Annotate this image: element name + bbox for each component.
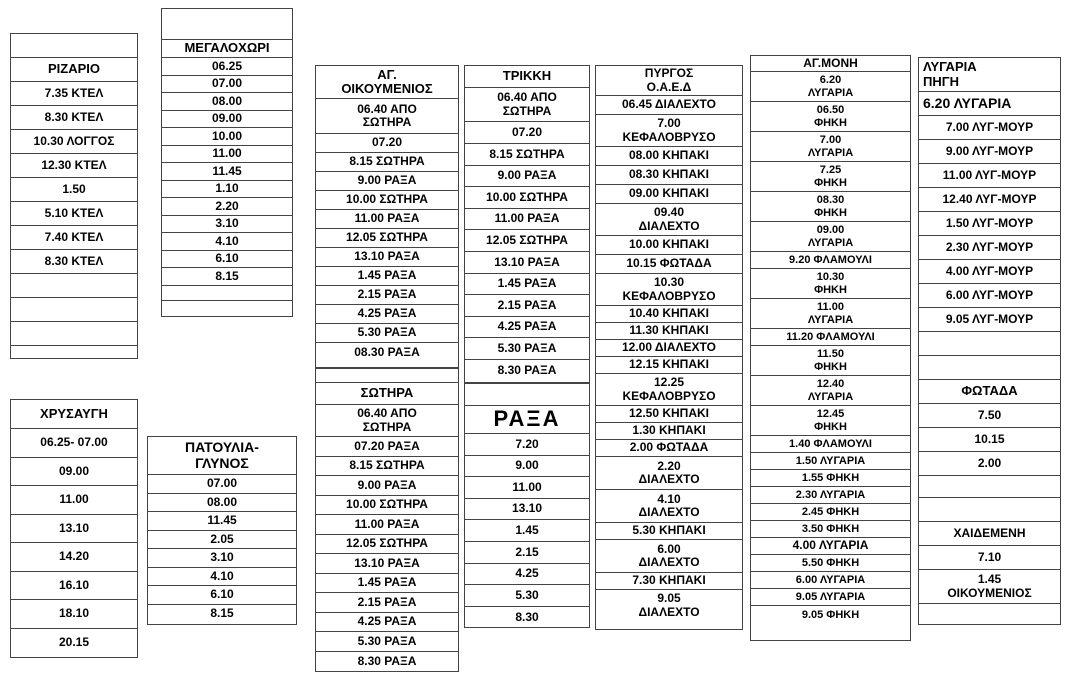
time-row: 9.00 ΡΑΞΑ [316,476,458,496]
first-departure: 6.20 ΛΥΓΑΡΙΑ [919,92,1060,116]
time-row: 07.20 ΡΑΞΑ [316,437,458,457]
time-row: 07.00 [162,76,292,94]
time-row: 9.20 ΦΛΑΜΟΥΛΙ [751,252,910,269]
time-row: 1.50 [11,178,137,202]
time-row: 1.30 ΚΗΠΑΚΙ [596,423,742,440]
time-row: 8.30 ΡΑΞΑ [497,363,557,378]
blank-row [11,346,137,360]
time-row: 2.05 [148,531,296,550]
time-row: 13.10 [11,515,137,544]
table-patoulia [147,436,297,625]
time-row: 7.25 ΦΗΚΗ [751,162,910,192]
blank-row [11,34,137,58]
time-row: 4.25 ΡΑΞΑ [316,305,458,324]
time-row: 16.10 [11,572,137,601]
time-row: 12.40 ΛΥΓ-ΜΟΥΡ [919,188,1060,212]
blank-row [919,476,1060,498]
time-row: 2.15 [465,542,589,564]
time-row: 11.00 [162,146,292,164]
time-row: 8.30 ΡΑΞΑ [357,653,417,668]
time-row: 7.40 ΚΤΕΛ [11,226,137,250]
time-row: 9.00 ΡΑΞΑ [316,172,458,191]
time-row: 10.00 ΣΩΤΗΡΑ [316,191,458,210]
blank-row [11,274,137,298]
time-row: 8.15 [162,268,292,286]
table-xrysaygi [10,399,138,658]
table-sotira [315,368,459,672]
time-row: 11.45 [148,512,296,531]
time-row: 13.10 [465,499,589,521]
time-row: 2.00 [919,452,1060,476]
time-row: 09.00 [11,458,137,487]
time-row: 07.20 [465,122,589,144]
time-row: 11.20 ΦΛΑΜΟΥΛΙ [751,329,910,346]
table-title: ΑΓ. ΟΙΚΟΥΜΕΝΙΟΣ [316,66,458,99]
time-row: 09.40 ΔΙΑΛΕΧΤΟ [596,204,742,236]
blank-row [919,604,1060,622]
time-row: 8.15 ΣΩΤΗΡΑ [316,457,458,477]
time-row: 1.50 ΛΥΓΑΡΙΑ [751,453,910,470]
time-row: 2.20 ΔΙΑΛΕΧΤΟ [596,457,742,490]
table-trikki [464,65,590,383]
time-row: 06.25- 07.00 [11,429,137,458]
blank-row [316,369,458,383]
table-pyrgos [595,65,743,630]
blank-row [11,298,137,322]
time-row: 08.30 ΡΑΞΑ [354,345,420,360]
time-row: 7.00 ΛΥΓ-ΜΟΥΡ [919,116,1060,140]
time-row: 09.00 [162,111,292,129]
blank-row [162,301,292,318]
time-row: 11.00 ΡΑΞΑ [465,209,589,231]
table-title: ΑΓ.ΜΟΝΗ [751,56,910,72]
table-title: ΛΥΓΑΡΙΑ ΠΗΓΗ [919,58,1060,92]
table-title: ΧΡΥΣΑΥΓΗ [11,400,137,429]
table-title: ΠΑΤΟΥΛΙΑ- ΓΛΥΝΟΣ [148,437,296,475]
time-row: 9.00 [465,456,589,478]
table-lygaria [918,57,1061,625]
time-row: 4.00 ΛΥΓΑΡΙΑ [751,538,910,555]
time-row: 12.05 ΣΩΤΗΡΑ [316,229,458,248]
time-row: 5.10 ΚΤΕΛ [11,202,137,226]
time-row: 5.30 ΡΑΞΑ [465,338,589,360]
time-row: 4.10 [148,568,296,587]
table-title: ΜΕΓΑΛΟΧΩΡΙ [162,40,292,58]
time-row: 11.00 ΡΑΞΑ [316,515,458,535]
time-row: 12.45 ΦΗΚΗ [751,406,910,436]
time-row: 8.30 [515,609,539,624]
time-row: 11.45 [162,163,292,181]
time-row: 7.20 [465,434,589,456]
time-row: 06.50 ΦΗΚΗ [751,102,910,132]
time-row: 1.55 ΦΗΚΗ [751,470,910,487]
time-row: 4.25 [465,564,589,586]
time-row: 1.45 ΡΑΞΑ [465,274,589,296]
time-row: 09.00 ΛΥΓΑΡΙΑ [751,222,910,252]
time-row: 9.05 ΛΥΓ-ΜΟΥΡ [919,308,1060,332]
time-row: 08.30 ΚΗΠΑΚΙ [596,166,742,185]
time-row: 2.15 ΡΑΞΑ [465,295,589,317]
time-row: 08.00 [148,494,296,513]
table-raxa [464,383,590,628]
time-row: 12.30 ΚΤΕΛ [11,154,137,178]
time-row: 1.45 [465,520,589,542]
time-row: 2.45 ΦΗΚΗ [751,504,910,521]
time-row: 11.00 [11,486,137,515]
time-row: 5.50 ΦΗΚΗ [751,555,910,572]
time-row: 10.00 ΣΩΤΗΡΑ [316,496,458,516]
time-row: 10.00 ΣΩΤΗΡΑ [465,187,589,209]
time-row: 6.20 ΛΥΓΑΡΙΑ [751,72,910,102]
time-row: 2.15 ΡΑΞΑ [316,286,458,305]
time-row: 11.00 [465,477,589,499]
time-row: 10.15 ΦΩΤΑΔΑ [596,255,742,274]
time-row: 13.10 ΡΑΞΑ [316,554,458,574]
table-title: ΣΩΤΗΡΑ [316,383,458,405]
time-row: 7.00 ΛΥΓΑΡΙΑ [751,132,910,162]
table-ag-oikoumenios [315,65,459,368]
time-row: 6.00 ΛΥΓ-ΜΟΥΡ [919,284,1060,308]
time-row: 9.00 ΡΑΞΑ [465,166,589,188]
time-row: 10.00 [162,128,292,146]
time-row: 13.10 ΡΑΞΑ [465,252,589,274]
time-row: 11.00 ΛΥΓ-ΜΟΥΡ [919,164,1060,188]
time-row: 12.50 ΚΗΠΑΚΙ [596,406,742,423]
time-row: 4.25 ΡΑΞΑ [465,317,589,339]
time-row: 12.25 ΚΕΦΑΛΟΒΡΥΣΟ [596,374,742,406]
time-row: 12.05 ΣΩΤΗΡΑ [465,230,589,252]
time-row: 07.20 [316,134,458,153]
time-row: 08.30 ΦΗΚΗ [751,192,910,222]
time-row: 10.30 ΛΟΓΓΟΣ [11,130,137,154]
time-row: 07.00 [148,475,296,494]
time-row: 6.10 [148,586,296,605]
time-row: 06.40 ΑΠΟ ΣΩΤΗΡΑ [316,99,458,134]
time-row: 09.00 ΚΗΠΑΚΙ [596,185,742,204]
time-row: 11.00 ΛΥΓΑΡΙΑ [751,299,910,329]
time-row: 12.05 ΣΩΤΗΡΑ [316,535,458,555]
time-row: 06.45 ΔΙΑΛΕΧΤΟ [596,96,742,115]
time-row: 1.10 [162,181,292,199]
table-title: ΤΡΙΚΚΗ [465,66,589,88]
blank-row [162,286,292,301]
time-row: 5.30 ΡΑΞΑ [316,324,458,343]
time-row: 4.00 ΛΥΓ-ΜΟΥΡ [919,260,1060,284]
time-row: 11.00 ΡΑΞΑ [316,210,458,229]
time-row: 2.20 [162,198,292,216]
blank-row [11,322,137,346]
time-row: 1.50 ΛΥΓ-ΜΟΥΡ [919,212,1060,236]
table-rizario [10,33,138,359]
time-row: 18.10 [11,600,137,629]
time-row: 8.30 ΚΤΕΛ [11,106,137,130]
time-row: 3.10 [148,549,296,568]
time-row: 10.00 ΚΗΠΑΚΙ [596,236,742,255]
time-row: 5.30 [465,585,589,607]
time-row: 10.15 [919,428,1060,452]
time-row: 06.40 ΑΠΟ ΣΩΤΗΡΑ [316,405,458,437]
time-row: 12.00 ΔΙΑΛΕΧΤΟ [596,340,742,357]
time-row: 5.30 ΡΑΞΑ [316,632,458,652]
time-row: 3.10 [162,216,292,234]
time-row: 2.15 ΡΑΞΑ [316,593,458,613]
blank-row [919,498,1060,522]
time-row: 06.40 ΑΠΟ ΣΩΤΗΡΑ [465,88,589,122]
time-row: 6.10 [162,251,292,269]
time-row: 5.30 ΚΗΠΑΚΙ [596,523,742,540]
time-row: 1.45 ΡΑΞΑ [316,574,458,594]
time-row: 7.30 ΚΗΠΑΚΙ [596,573,742,590]
time-row: 20.15 [58,635,90,650]
blank-row [465,384,589,406]
time-row: 8.15 [210,606,234,621]
table-ag-moni [750,55,911,641]
time-row: 06.25 [162,58,292,76]
time-row: 6.00 ΔΙΑΛΕΧΤΟ [596,540,742,573]
table-megaloxori [161,8,293,317]
time-row: 12.15 ΚΗΠΑΚΙ [596,357,742,374]
xaidemeni-title: ΧΑΙΔΕΜΕΝΗ [919,522,1060,546]
time-row: 7.00 ΚΕΦΑΛΟΒΡΥΣΟ [596,115,742,147]
time-row: 9.05 ΛΥΓΑΡΙΑ [751,589,910,606]
time-row: 11.50 ΦΗΚΗ [751,346,910,376]
time-row: 1.45 ΟΙΚΟΥΜΕΝΙΟΣ [919,570,1060,604]
time-row: 2.30 ΛΥΓ-ΜΟΥΡ [919,236,1060,260]
table-title: ΡΑΞΑ [465,406,589,434]
time-row: 11.30 ΚΗΠΑΚΙ [596,323,742,340]
time-row: 13.10 ΡΑΞΑ [316,248,458,267]
time-row: 08.00 [162,93,292,111]
time-row: 1.45 ΡΑΞΑ [316,267,458,286]
time-row: 10.30 ΚΕΦΑΛΟΒΡΥΣΟ [596,274,742,306]
time-row: 08.00 ΚΗΠΑΚΙ [596,147,742,166]
time-row: 10.30 ΦΗΚΗ [751,269,910,299]
blank-row [919,332,1060,356]
time-row: 3.50 ΦΗΚΗ [751,521,910,538]
time-row: 9.00 ΛΥΓ-ΜΟΥΡ [919,140,1060,164]
time-row: 4.10 [162,233,292,251]
time-row: 4.10 ΔΙΑΛΕΧΤΟ [596,490,742,523]
table-title: ΡΙΖΑΡΙΟ [11,58,137,82]
fotada-title: ΦΩΤΑΔΑ [919,380,1060,404]
table-title: ΠΥΡΓΟΣ Ο.Α.Ε.Δ [596,66,742,96]
time-row: 8.15 ΣΩΤΗΡΑ [316,153,458,172]
time-row: 12.40 ΛΥΓΑΡΙΑ [751,376,910,406]
time-row: 8.30 ΚΤΕΛ [11,250,137,274]
time-row: 7.10 [919,546,1060,570]
time-row: 7.35 ΚΤΕΛ [11,82,137,106]
time-row: 2.00 ΦΩΤΑΔΑ [596,440,742,457]
blank-row [162,9,292,40]
time-row: 8.15 ΣΩΤΗΡΑ [465,144,589,166]
time-row: 1.40 ΦΛΑΜΟΥΛΙ [751,436,910,453]
time-row: 9.05 ΔΙΑΛΕΧΤΟ [638,591,700,619]
time-row: 14.20 [11,543,137,572]
time-row: 2.30 ΛΥΓΑΡΙΑ [751,487,910,504]
time-row: 9.05 ΦΗΚΗ [801,609,860,622]
time-row: 10.40 ΚΗΠΑΚΙ [596,306,742,323]
time-row: 4.25 ΡΑΞΑ [316,613,458,633]
time-row: 6.00 ΛΥΓΑΡΙΑ [751,572,910,589]
time-row: 7.50 [919,404,1060,428]
blank-row [919,356,1060,380]
